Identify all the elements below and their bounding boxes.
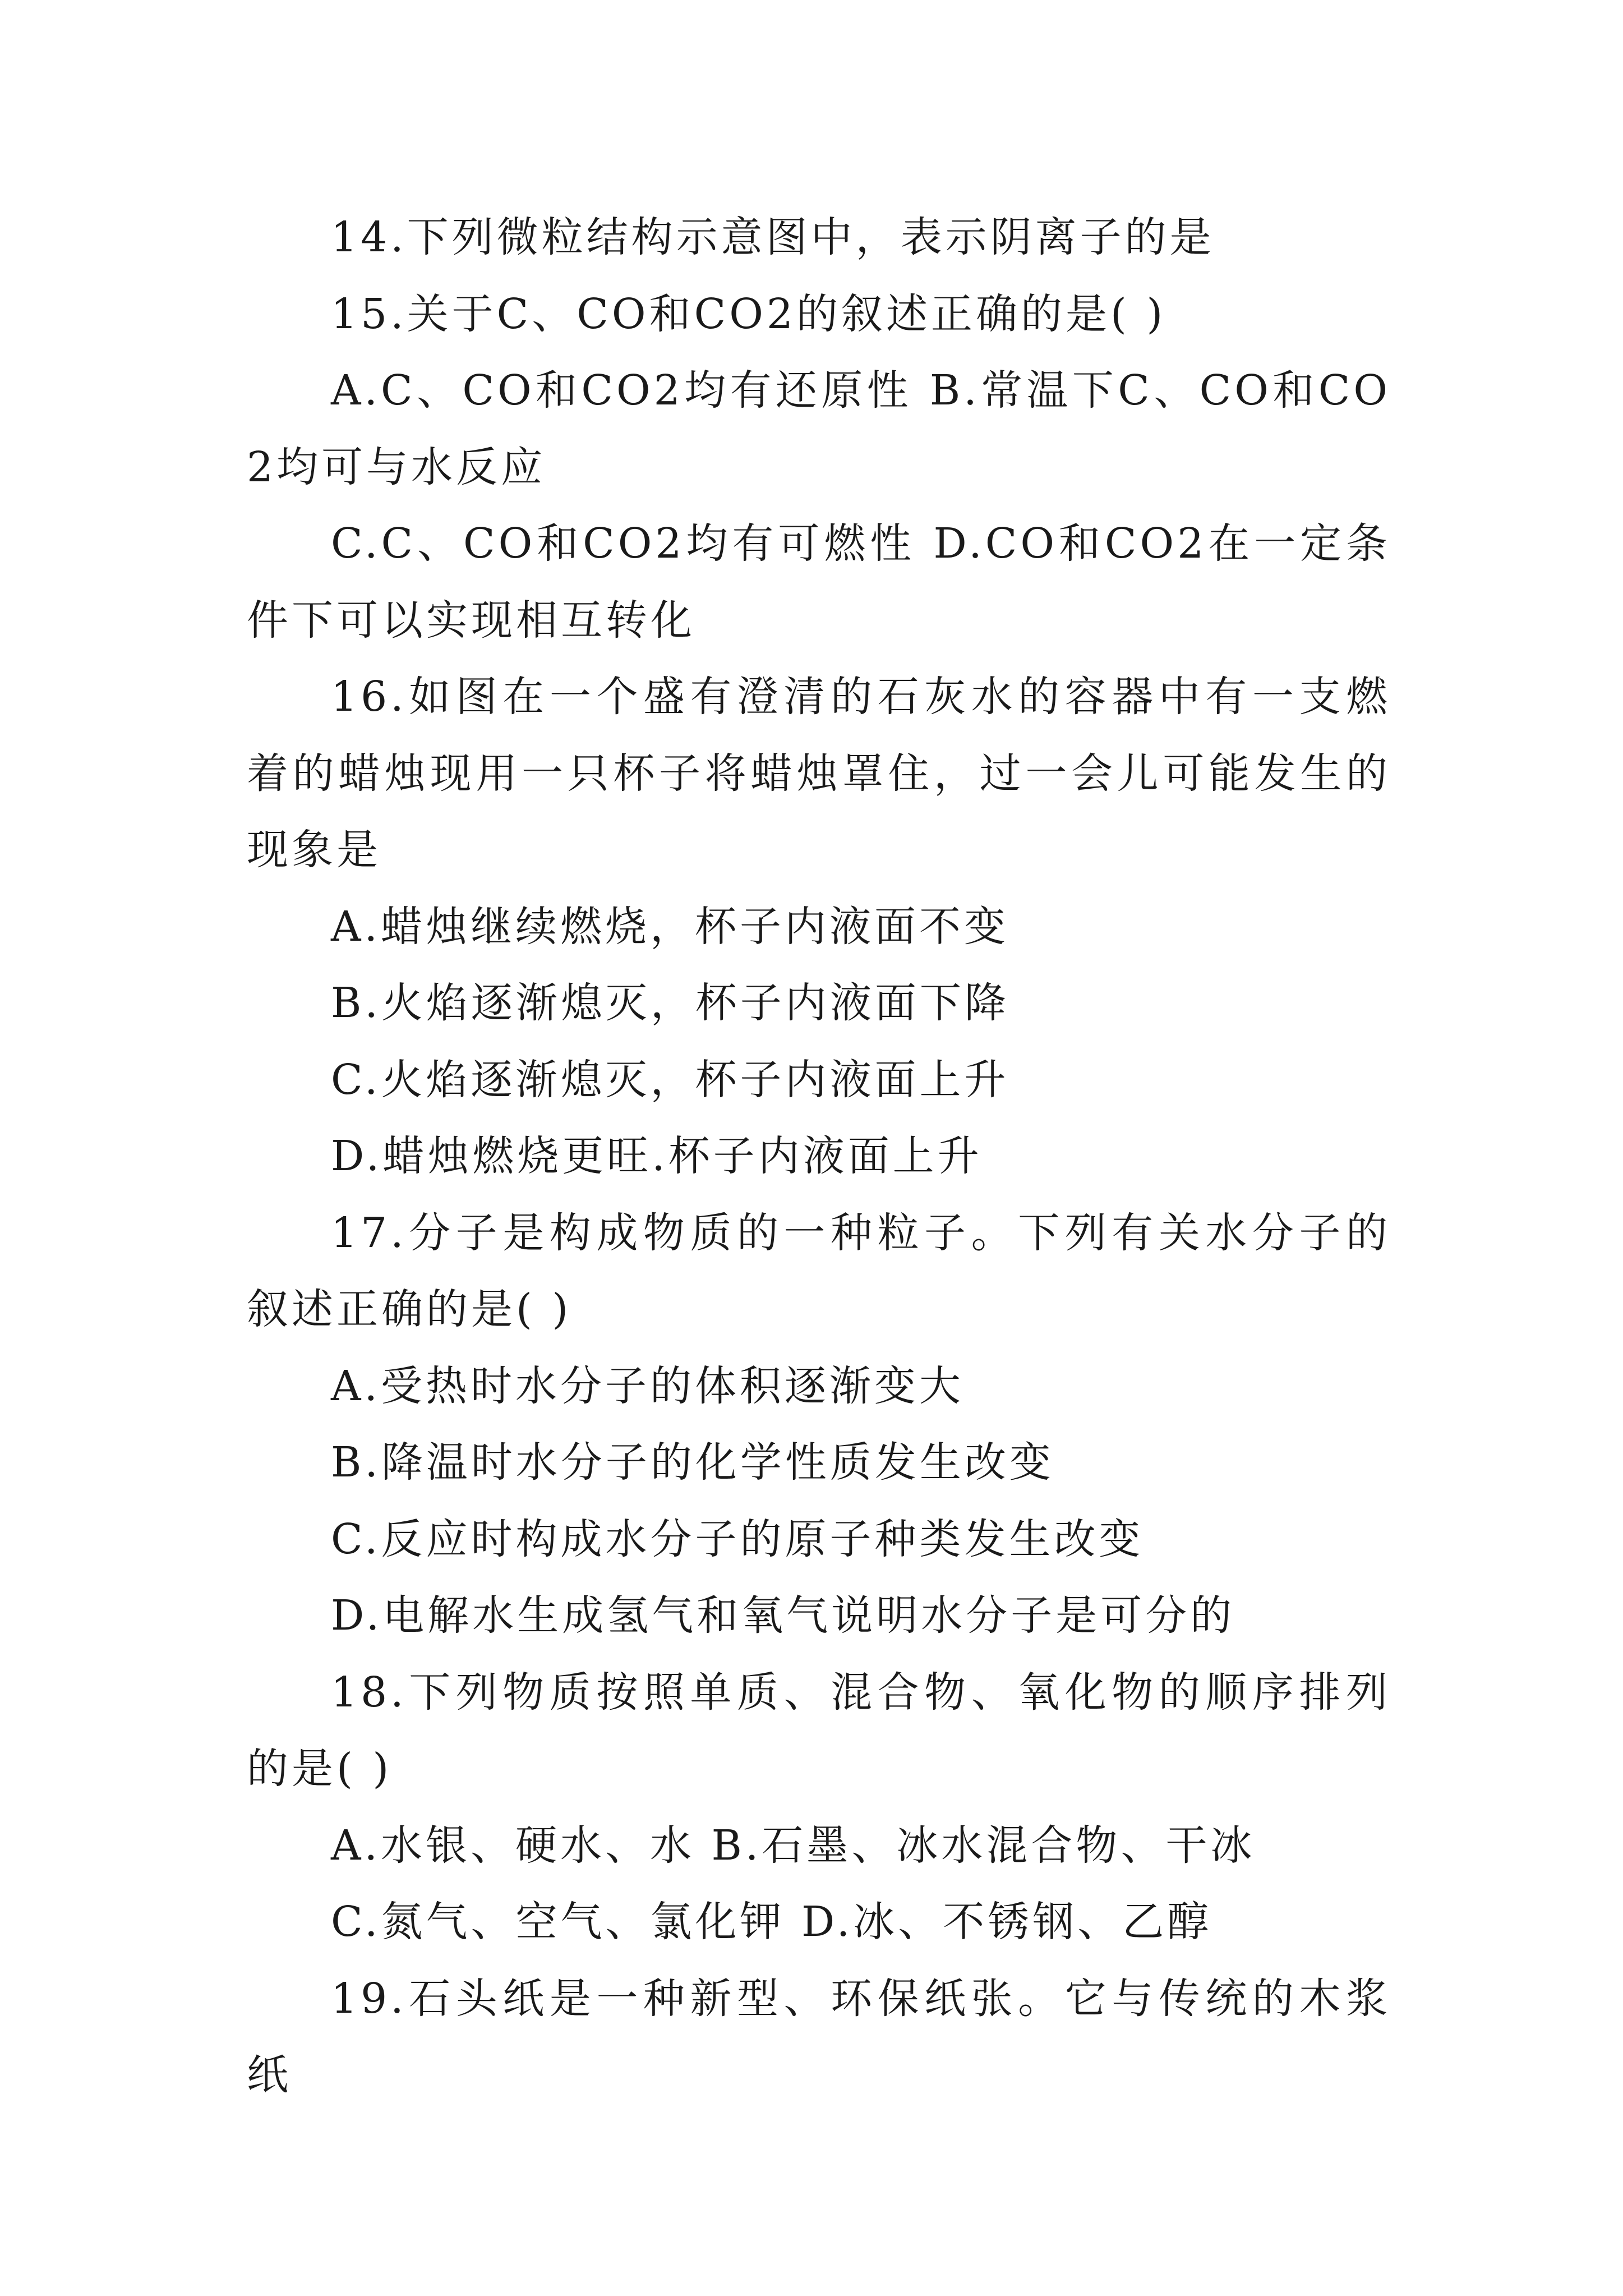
question-16-option-d: D.蜡烛燃烧更旺.杯子内液面上升	[331, 1132, 983, 1180]
question-17-option-b: B.降温时水分子的化学性质发生改变	[331, 1438, 1054, 1487]
question-19-stem: 19.石头纸是一种新型、环保纸张。它与传统的木浆纸	[247, 1974, 1391, 2099]
question-16-stem: 16.如图在一个盛有澄清的石灰水的容器中有一支燃着的蜡烛现用一只杯子将蜡烛罩住，过一会儿可能发生的现象是	[247, 673, 1391, 874]
question-18-stem: 18.下列物质按照单质、混合物、氧化物的顺序排列的是( )	[247, 1668, 1391, 1793]
question-15-stem: 15.关于C、CO和CO2的叙述正确的是( )	[331, 289, 1166, 338]
question-18-options-ab: A.水银、硬水、水 B.石墨、冰水混合物、干冰	[331, 1821, 1256, 1870]
question-14-stem: 14.下列微粒结构示意图中，表示阴离子的是	[331, 213, 1215, 261]
question-18-options-cd: C.氮气、空气、氯化钾 D.冰、不锈钢、乙醇	[331, 1898, 1212, 1946]
question-15-options-cd: C.C、CO和CO2均有可燃性 D.CO和CO2在一定条件下可以实现相互转化	[247, 519, 1391, 645]
question-17-option-c: C.反应时构成水分子的原子种类发生改变	[331, 1515, 1144, 1563]
question-17-option-a: A.受热时水分子的体积逐渐变大	[331, 1361, 964, 1410]
question-17-option-d: D.电解水生成氢气和氧气说明水分子是可分的	[331, 1591, 1235, 1640]
question-16-option-c: C.火焰逐渐熄灭，杯子内液面上升	[331, 1055, 1009, 1104]
document-body	[247, 199, 1391, 2114]
question-17-stem: 17.分子是构成物质的一种粒子。下列有关水分子的叙述正确的是( )	[247, 1208, 1391, 1333]
question-15-options-ab: A.C、CO和CO2均有还原性 B.常温下C、CO和CO2均可与水反应	[247, 366, 1391, 491]
question-16-option-a: A.蜡烛继续燃烧，杯子内液面不变	[331, 902, 1009, 951]
question-16-option-b: B.火焰逐渐熄灭，杯子内液面下降	[331, 979, 1009, 1027]
